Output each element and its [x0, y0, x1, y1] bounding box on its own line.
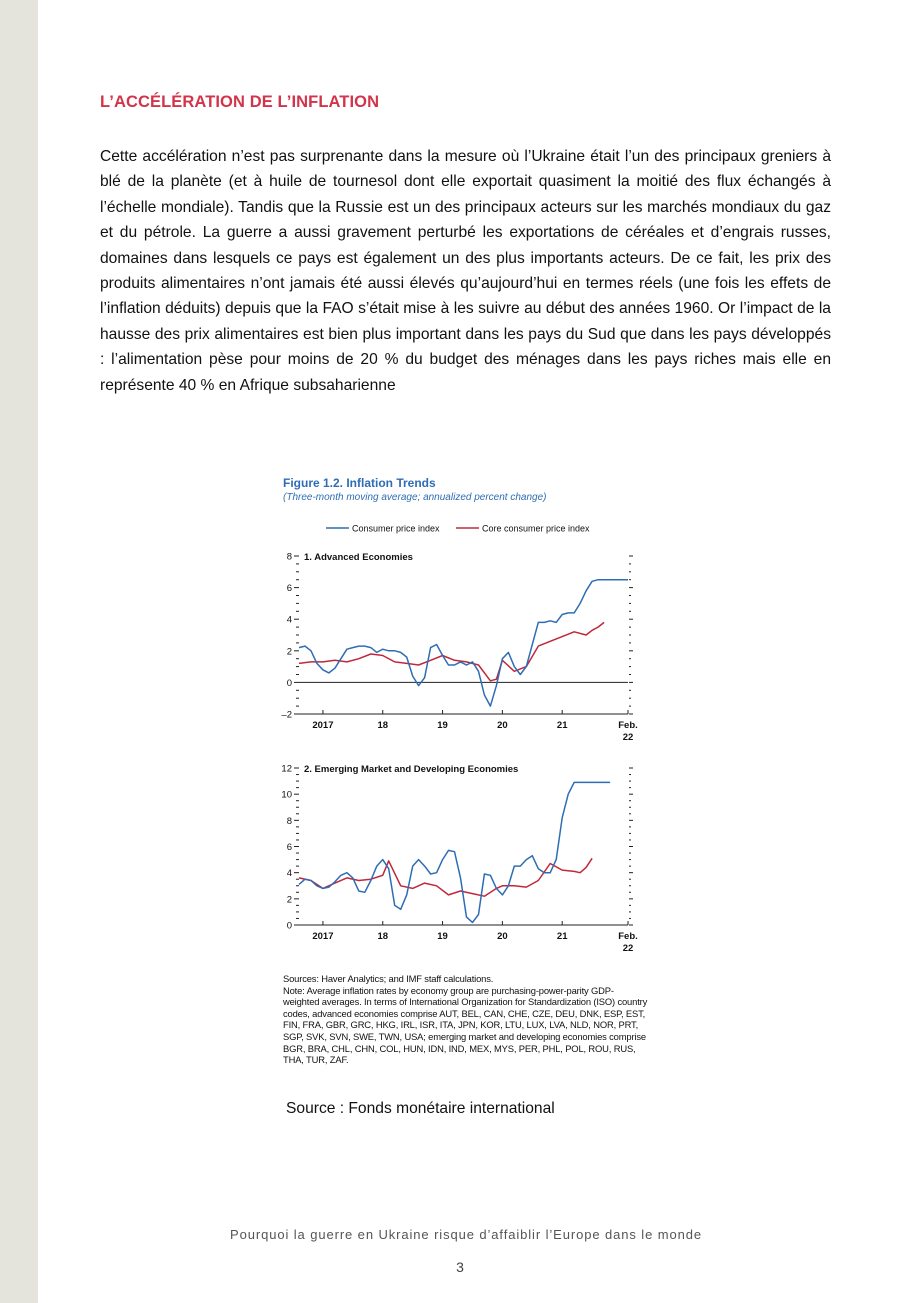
legend-label-cpi: Consumer price index [352, 523, 440, 534]
x-tick-label: 2017 [312, 931, 334, 942]
chart-title: 2. Emerging Market and Developing Economies [304, 764, 519, 775]
core-cpi-line [299, 858, 592, 896]
source-caption: Source : Fonds monétaire international [286, 1100, 555, 1117]
legend [326, 524, 590, 534]
section-heading: L’ACCÉLÉRATION DE L’INFLATION [100, 93, 380, 111]
chart-title: 1. Advanced Economies [304, 552, 413, 563]
y-tick-label: 0 [286, 677, 292, 689]
x-tick-label: 21 [556, 931, 568, 942]
x-tick-label: 19 [437, 720, 448, 731]
y-tick-label: 0 [286, 920, 292, 932]
y-tick-label: –2 [281, 709, 292, 721]
x-tick-label: 19 [437, 931, 448, 942]
y-tick-label: 2 [286, 894, 292, 906]
left-margin-bar [0, 0, 38, 1303]
figure-sources: Sources: Haver Analytics; and IMF staff calculations. [283, 973, 494, 984]
x-tick-label: 18 [377, 931, 389, 942]
y-tick-label: 6 [286, 583, 292, 595]
figure-inflation-trends [276, 470, 646, 1082]
body-paragraph: Cette accélération n’est pas surprenante dans la mesure où l’Ukraine était l’un des principaux greniers à blé de la planète (et à huile de tournesol dont elle exportait quasiment la moitié des flux échangés à l’échelle mondiale). Tandis que la Russie est un des principaux acteurs sur les marchés mondiaux du gaz et du pétrole. La guerre a aussi gravement perturbé les exportations de céréales et d’engrais russes, domaines dans lesquels ce pays est également un des plus importants acteurs. De ce fait, les prix des produits alimentaires n’ont jamais été aussi élevés qu’aujourd’hui en termes réels (une fois les effets de l’inflation déduits) depuis que la FAO s’était mise à les suivre au début des années 1960. Or l’impact de la hausse des prix alimentaires est bien plus important dans les pays du Sud que dans les pays développés : l’alimentation pèse pour moins de 20 % du budget des ménages dans les pays riches mais elle en représente 40 % en Afrique subsaharienne [100, 148, 831, 394]
x-tick-label: 22 [622, 943, 634, 954]
figure-svg [276, 470, 646, 970]
x-tick-label: 21 [556, 720, 568, 731]
x-tick-label: 18 [377, 720, 389, 731]
y-tick-label: 4 [286, 614, 292, 626]
page-footer: Pourquoi la guerre en Ukraine risque d’affaiblir l’Europe dans le monde [230, 1227, 702, 1242]
y-tick-label: 8 [286, 815, 292, 827]
figure-notes [283, 973, 649, 1066]
y-tick-label: 10 [281, 789, 292, 801]
chart-emerging-economies [281, 764, 637, 955]
cpi-line [299, 580, 628, 706]
chart-advanced-economies [281, 552, 637, 744]
figure-subtitle: (Three-month moving average; annualized percent change) [283, 492, 547, 503]
x-tick-label: 20 [497, 931, 508, 942]
figure-title: Figure 1.2. Inflation Trends [283, 476, 436, 490]
cpi-line [299, 782, 610, 922]
figure-note: Note: Average inflation rates by economy group are purchasing-power-parity GDP-weighted averages. In terms of International Organization for Standardization (ISO) country codes, advanced economies comprise AUT, BEL, CAN, CHE, CZE, DEU, DNK, ESP, EST, FIN, FRA, GBR, GRC, HKG, IRL, ISR, ITA, JPN, KOR, LTU, LUX, LVA, NLD, NOR, PRT, SGP, SVK, SVN, SWE, TWN, USA; emerging market and developing economies comprise BGR, BRA, CHL, CHN, COL, HUN, IDN, IND, MEX, MYS, PER, PHL, POL, ROU, RUS, THA, TUR, ZAF. [283, 984, 648, 1066]
y-tick-label: 6 [286, 842, 292, 853]
x-tick-label: 2017 [312, 720, 334, 731]
x-tick-label: Feb. [618, 720, 638, 731]
legend-label-core: Core consumer price index [482, 523, 590, 534]
y-tick-label: 8 [286, 551, 292, 563]
y-tick-label: 4 [286, 868, 292, 880]
x-tick-label: 22 [622, 732, 634, 743]
page-number: 3 [456, 1259, 464, 1275]
x-tick-label: 20 [497, 720, 508, 731]
y-tick-label: 12 [281, 763, 292, 775]
y-tick-label: 2 [286, 646, 292, 658]
x-tick-label: Feb. [618, 931, 638, 942]
